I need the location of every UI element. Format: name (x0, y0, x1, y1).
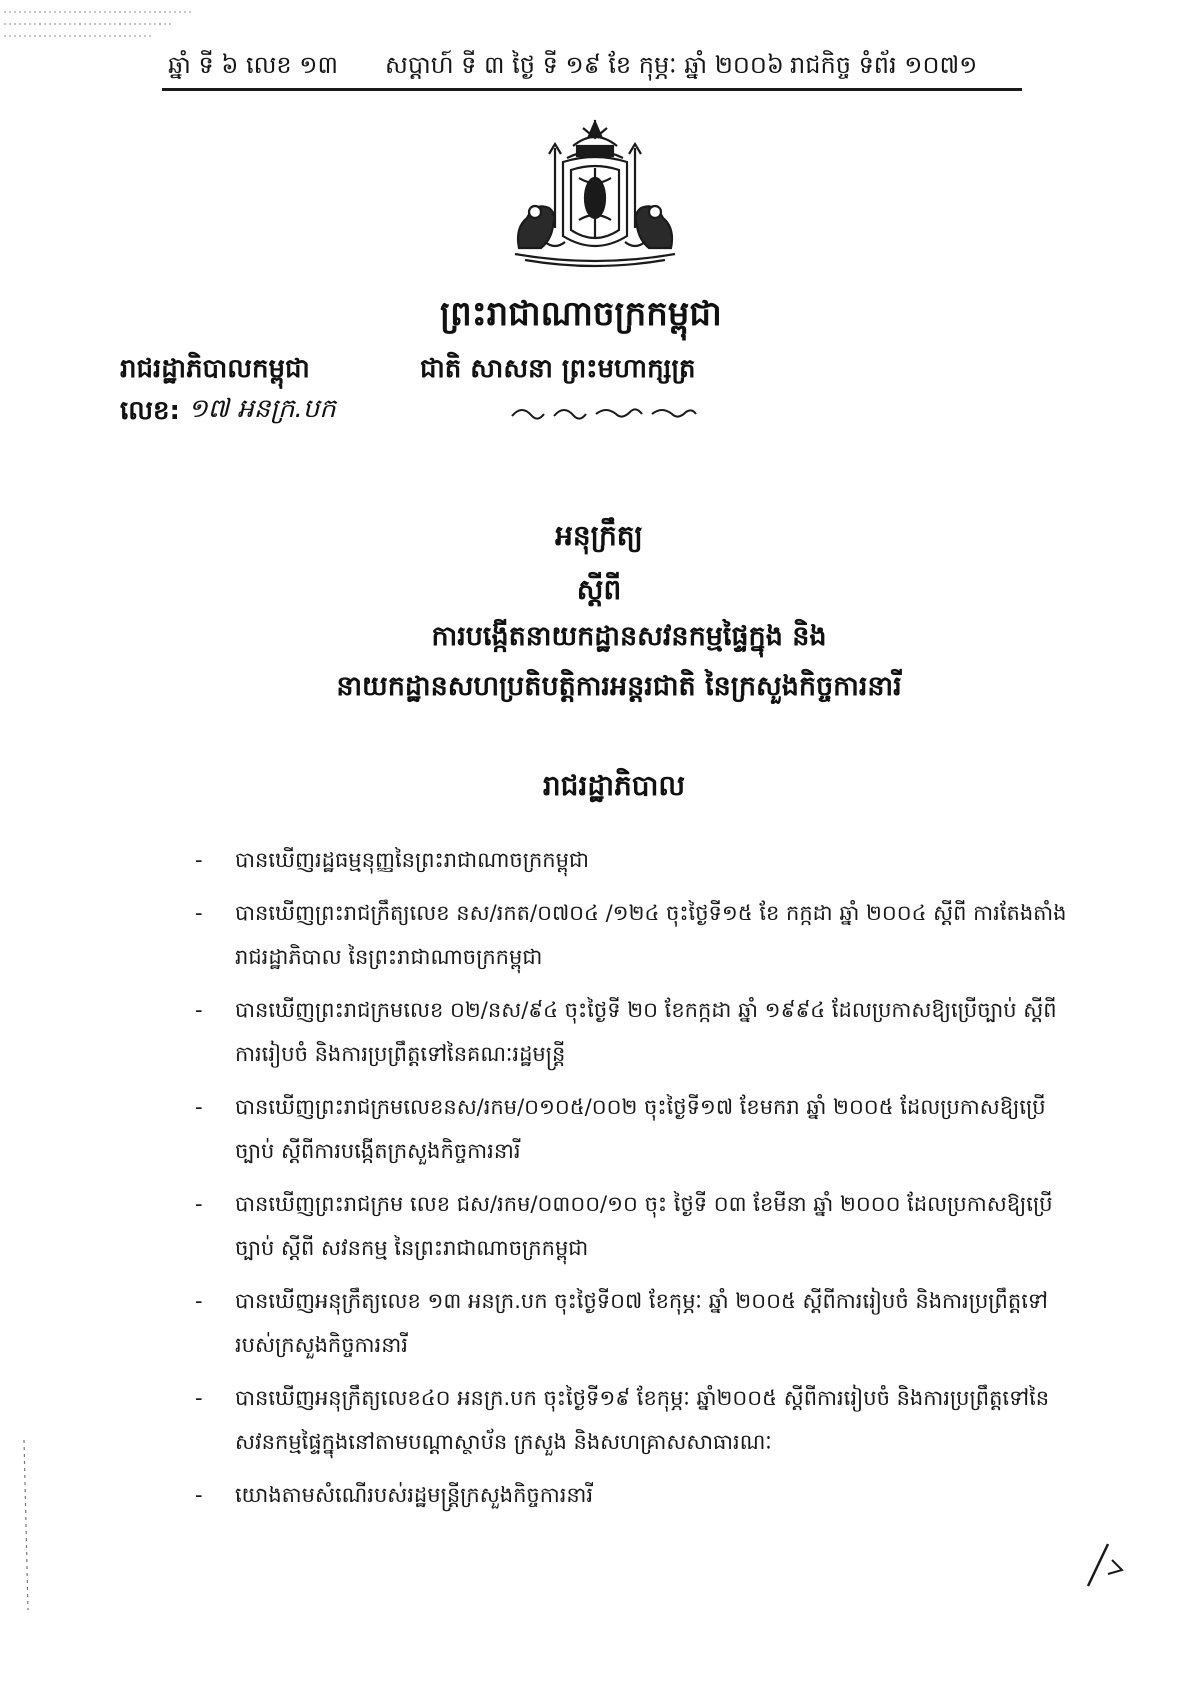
list-item: - បានឃើញព្រះរាជក្រមលេខនស/រកម/០១០៥/០០២ ចុះថ្ងៃទី១៧ ខែមករា ឆ្នាំ ២០០៥ ដែលប្រកាសឱ្យប្រើច្បាប់ ស្តីពីការបង្កើតក្រសួងកិច្ចការនារី (195, 1085, 1075, 1173)
document-type: អនុក្រឹត្យ (555, 519, 643, 552)
list-dash: - (195, 848, 203, 872)
scan-artifact (4, 6, 204, 42)
document-number-value: ១៧ អនក្រ.បក (188, 394, 336, 424)
list-item: - យោងតាមសំណើរបស់រដ្ឋមន្ត្រីក្រសួងកិច្ចការនារី (195, 1473, 1075, 1517)
header-rule (162, 88, 1022, 91)
ornament-divider-icon (508, 402, 698, 424)
document-number-label: លេខ: (120, 396, 180, 426)
list-item: - បានឃើញព្រះរាជក្រមលេខ ០២/នស/៩៤ ចុះថ្ងៃទី ២០ ខែកក្កដា ឆ្នាំ ១៩៩៤ ដែលប្រកាសឱ្យប្រើច្បាប់ ស្តីពីការរៀបចំ និងការប្រព្រឹត្តទៅនៃគណៈរដ្ឋមន្ត្រី (195, 988, 1075, 1076)
list-item: - បានឃើញអនុក្រឹត្យលេខ៤០ អនក្រ.បក ចុះថ្ងៃទី១៩ ខែកុម្ភៈ ឆ្នាំ២០០៥ ស្តីពីការរៀបចំ និងការប្រព្រឹត្តទៅនៃសវនកម្មផ្ទៃក្នុងនៅតាមបណ្តាស្ថាប័ន ក្រសួង និងសហគ្រាសសាធារណៈ (195, 1376, 1075, 1464)
list-dash: - (195, 1289, 203, 1313)
recitals-list (195, 838, 1075, 1526)
list-item: - បានឃើញព្រះរាជក្រឹត្យលេខ នស/រកត/០៧០៤ /១២៤ ចុះថ្ងៃទី១៥ ខែ កក្កដា ឆ្នាំ ២០០៤ ស្តីពី ការតែងតាំង រាជរដ្ឋាភិបាល នៃព្រះរាជាណាចក្រកម្ពុជា (195, 891, 1075, 979)
list-item: - បានឃើញព្រះរាជក្រម លេខ ជស/រកម/០៣០០/១០ ចុះ ថ្ងៃទី ០៣ ខែមីនា ឆ្នាំ ២០០០ ដែលប្រកាសឱ្យប្រើច្បាប់ ស្តីពី សវនកម្ម នៃព្រះរាជាណាចក្រកម្ពុជា (195, 1182, 1075, 1270)
list-dash: - (195, 998, 203, 1022)
issuing-authority: រាជរដ្ឋាភិបាល (542, 769, 686, 802)
document-subject-line-1: ការបង្កើតនាយកដ្ឋានសវនកម្មផ្ទៃក្នុង និង (431, 621, 827, 652)
list-dash: - (195, 1483, 203, 1507)
gazette-date: សប្តាហ៍ ទី ៣ ថ្ងៃ ទី ១៩ ខែ កុម្ភៈ ឆ្នាំ ២០០៦ (385, 51, 784, 79)
list-dash: - (195, 1386, 203, 1410)
royal-coat-of-arms-icon (505, 118, 685, 268)
kingdom-title: ព្រះរាជាណាចក្រកម្ពុជា (440, 294, 722, 334)
list-dash: - (195, 1095, 203, 1119)
gazette-page-number: រាជកិច្ច ទំព័រ ១០៧១ (790, 51, 978, 79)
list-item: - បានឃើញរដ្ឋធម្មនុញ្ញនៃព្រះរាជាណាចក្រកម្ពុជា (195, 838, 1075, 882)
list-dash: - (195, 1192, 203, 1216)
government-name: រាជរដ្ឋាភិបាលកម្ពុជា (120, 354, 310, 384)
document-subject-line-2: នាយកដ្ឋានសហប្រតិបត្តិការអន្តរជាតិ នៃក្រសួងកិច្ចការនារី (336, 671, 902, 702)
gazette-issue: ឆ្នាំ ទី ៦ លេខ ១៣ (168, 51, 338, 79)
list-item: - បានឃើញអនុក្រឹត្យលេខ ១៣ អនក្រ.បក ចុះថ្ងៃទី០៧ ខែកុម្ភៈ ឆ្នាំ ២០០៥ ស្តីពីការរៀបចំ និងការប្រព្រឹត្តទៅរបស់ក្រសួងកិច្ចការនារី (195, 1279, 1075, 1367)
national-motto: ជាតិ សាសនា ព្រះមហាក្សត្រ (420, 354, 696, 384)
document-about: ស្តីពី (576, 573, 622, 606)
scan-artifact (4, 1440, 44, 1620)
handwritten-page-mark-icon (1082, 1540, 1132, 1590)
list-dash: - (195, 901, 203, 925)
